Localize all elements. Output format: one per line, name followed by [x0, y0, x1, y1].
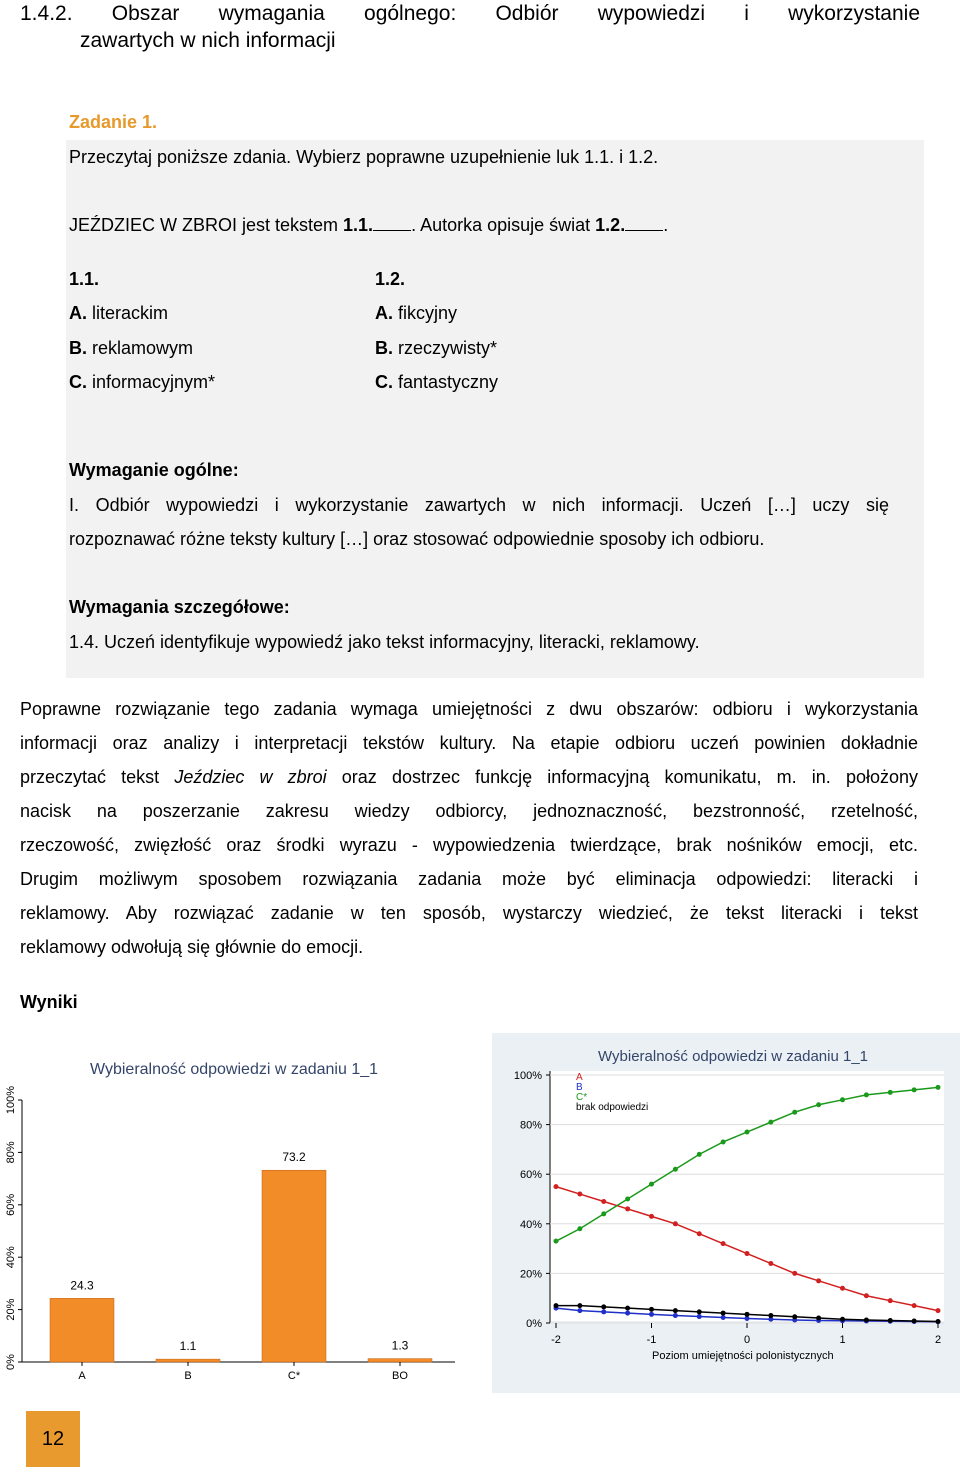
- series-point: [625, 1311, 630, 1316]
- series-point: [745, 1251, 750, 1256]
- option-1-1-a: A. literackim: [69, 303, 169, 323]
- series-point: [577, 1303, 582, 1308]
- series-point: [792, 1110, 797, 1115]
- series-point: [721, 1311, 726, 1316]
- series-point: [816, 1316, 821, 1321]
- option-1-2-b: B. rzeczywisty*: [375, 338, 498, 358]
- series-point: [625, 1306, 630, 1311]
- line-y-tick-label: 0%: [526, 1318, 542, 1330]
- section-heading: [20, 0, 920, 54]
- commentary-paragraph: Poprawne rozwiązanie tego zadania wymaga umiejętności z dwu obszarów: odbioru i wykorzystania informacji oraz analizy i interpretacji tekstów kultury. Na etapie odbioru uczeń powinien dokładnie przeczytać tekst Jeździec w zbroi oraz dostrzec funkcję informacyjną komunikatu, m. in. położony nacisk na poszerzanie zakresu wiedzy odbiorcy, jednoznaczność, bezstronność, rzetelność, rzeczowość, zwięzłość oraz środki wyrazu - wypowiedzenia twierdzące, brak nośników emocji, etc. Drugim możliwym sposobem rozwiązania zadania może być eliminacja odpowiedzi: literacki i reklamowy. Aby rozwiązać zadanie w ten sposób, wystarczy wiedzieć, że tekst literacki i tekst reklamowy odwołują się głównie do emocji.: [20, 699, 919, 957]
- series-point: [768, 1313, 773, 1318]
- legend-entry: A: [576, 1072, 583, 1083]
- series-point: [601, 1304, 606, 1309]
- line-x-tick-label: 0: [743, 1334, 751, 1346]
- series-point: [888, 1318, 893, 1323]
- series-point: [697, 1152, 702, 1157]
- heading-line-1: 1.4.2. Obszar wymagania ogólnego: Odbiór wypowiedzi i wykorzystanie: [20, 2, 920, 25]
- series-point: [649, 1307, 654, 1312]
- bar-value-label: 1.1: [179, 1339, 197, 1354]
- bar-C*: [262, 1170, 326, 1362]
- series-point: [625, 1206, 630, 1211]
- series-point: [577, 1308, 582, 1313]
- bar-y-tick-label: 80%: [5, 1141, 17, 1164]
- general-requirement-line-2: rozpoznawać różne teksty kultury […] oraz stosować odpowiednie sposoby ich odbioru.: [69, 529, 765, 549]
- detailed-requirement-label: Wymagania szczegółowe:: [69, 597, 290, 617]
- gap-blank: [625, 216, 663, 231]
- series-point: [840, 1286, 845, 1291]
- line-y-tick-label: 20%: [519, 1268, 542, 1281]
- bar-B: [156, 1359, 220, 1362]
- series-point: [601, 1211, 606, 1216]
- bar-A: [50, 1298, 114, 1362]
- line-chart-title: Wybieralność odpowiedzi w zadaniu 1_1: [598, 1048, 869, 1065]
- series-point: [697, 1309, 702, 1314]
- series-point: [912, 1087, 917, 1092]
- general-requirement-label: Wymaganie ogólne:: [69, 460, 239, 480]
- bar-y-tick-label: 0%: [5, 1354, 17, 1370]
- series-point: [721, 1315, 726, 1320]
- series-point: [864, 1092, 869, 1097]
- series-point: [936, 1319, 941, 1324]
- series-point: [554, 1303, 559, 1308]
- line-x-tick-label: 2: [934, 1334, 942, 1346]
- series-point: [936, 1085, 941, 1090]
- line-x-label: Poziom umiejętności polonistycznych: [652, 1350, 834, 1362]
- series-point: [840, 1097, 845, 1102]
- page-number: 12: [26, 1411, 80, 1467]
- series-point: [721, 1241, 726, 1246]
- series-point: [840, 1317, 845, 1322]
- series-point: [601, 1199, 606, 1204]
- series-point: [673, 1313, 678, 1318]
- series-point: [577, 1192, 582, 1197]
- options-col2-header: 1.2.: [375, 269, 406, 289]
- series-point: [816, 1278, 821, 1283]
- legend-entry: C*: [576, 1092, 588, 1103]
- bar-value-label: 73.2: [282, 1150, 306, 1165]
- series-point: [554, 1239, 559, 1244]
- line-x-tick-label: -2: [551, 1334, 561, 1346]
- line-chart: [492, 1033, 960, 1393]
- series-point: [649, 1182, 654, 1187]
- legend-entry: brak odpowiedzi: [576, 1102, 649, 1113]
- gap-blank: [373, 216, 411, 231]
- bar-y-tick-label: 60%: [5, 1193, 17, 1216]
- general-requirement-line-1: I. Odbiór wypowiedzi i wykorzystanie zawartych w nich informacji. Uczeń […] uczy się: [69, 495, 889, 515]
- option-1-2-a: A. fikcyjny: [375, 303, 458, 323]
- series-point: [697, 1314, 702, 1319]
- option-1-1-b: B. reklamowym: [69, 338, 194, 358]
- series-point: [864, 1293, 869, 1298]
- series-point: [673, 1167, 678, 1172]
- series-point: [625, 1197, 630, 1202]
- task-instruction: Przeczytaj poniższe zdania. Wybierz poprawne uzupełnienie luk 1.1. i 1.2.: [69, 147, 659, 167]
- series-point: [601, 1309, 606, 1314]
- line-y-tick-label: 40%: [519, 1218, 542, 1231]
- series-point: [888, 1298, 893, 1303]
- series-point: [792, 1314, 797, 1319]
- series-point: [673, 1308, 678, 1313]
- bar-y-tick-label: 100%: [5, 1085, 17, 1115]
- option-1-2-c: C. fantastyczny: [375, 372, 499, 392]
- task-label: Zadanie 1.: [69, 112, 158, 132]
- bar-category-label: C*: [287, 1370, 301, 1382]
- bar-BO: [368, 1359, 432, 1362]
- line-y-tick-label: 100%: [513, 1070, 542, 1082]
- series-point: [768, 1120, 773, 1125]
- series-point: [745, 1130, 750, 1135]
- bar-category-label: A: [78, 1370, 86, 1382]
- series-point: [912, 1303, 917, 1308]
- series-point: [912, 1319, 917, 1324]
- series-point: [792, 1271, 797, 1276]
- series-point: [697, 1231, 702, 1236]
- line-x-tick-label: -1: [646, 1334, 657, 1346]
- bar-chart-title: Wybieralność odpowiedzi w zadaniu 1_1: [90, 1061, 379, 1078]
- series-point: [649, 1214, 654, 1219]
- series-point: [673, 1221, 678, 1226]
- series-point: [888, 1090, 893, 1095]
- series-point: [816, 1102, 821, 1107]
- series-point: [864, 1318, 869, 1323]
- detailed-requirement-text: 1.4. Uczeń identyfikuje wypowiedź jako tekst informacyjny, literacki, reklamowy.: [69, 632, 700, 652]
- task-sentence: JEŹDZIEC W ZBROI jest tekstem 1.1. . Autorka opisuje świat 1.2. .: [69, 215, 669, 235]
- series-point: [554, 1184, 559, 1189]
- bar-value-label: 24.3: [70, 1278, 94, 1293]
- legend-entry: B: [576, 1082, 583, 1093]
- series-point: [745, 1312, 750, 1317]
- line-y-tick-label: 60%: [519, 1169, 542, 1182]
- line-x-tick-label: 1: [839, 1334, 846, 1346]
- bar-y-tick-label: 20%: [5, 1298, 17, 1321]
- line-y-tick-label: 80%: [519, 1119, 542, 1132]
- heading-line-2: zawartych w nich informacji: [80, 29, 336, 52]
- bar-y-tick-label: 40%: [5, 1246, 17, 1269]
- results-heading: Wyniki: [20, 992, 78, 1012]
- bar-chart: [0, 1040, 472, 1390]
- options-col1-header: 1.1.: [69, 269, 100, 289]
- bar-value-label: 1.3: [391, 1338, 409, 1353]
- series-point: [721, 1139, 726, 1144]
- bar-category-label: BO: [392, 1370, 408, 1382]
- series-point: [936, 1308, 941, 1313]
- series-point: [577, 1226, 582, 1231]
- series-point: [649, 1312, 654, 1317]
- series-point: [768, 1261, 773, 1266]
- bar-category-label: B: [184, 1370, 192, 1382]
- option-1-1-c: C. informacyjnym*: [69, 372, 216, 392]
